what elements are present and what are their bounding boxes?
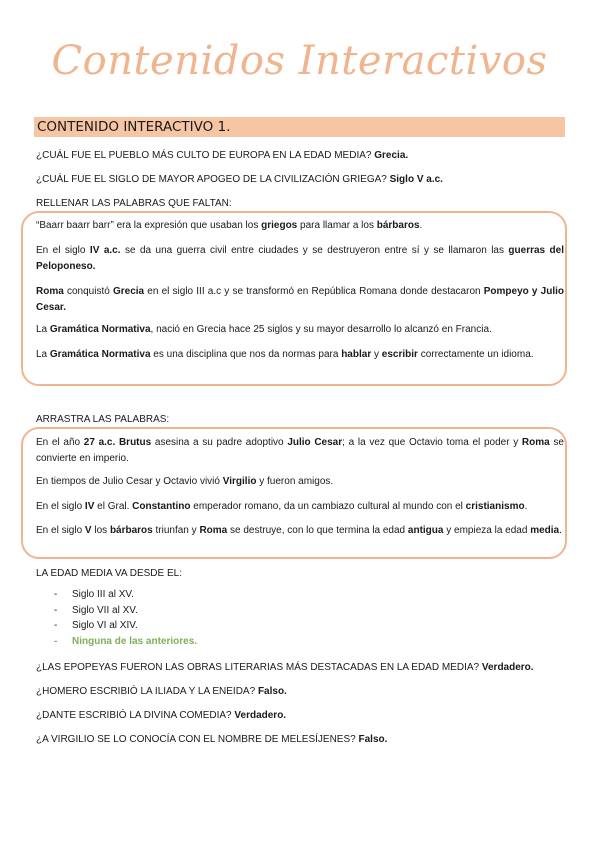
- option-2: - Siglo VII al XV.: [52, 603, 197, 619]
- drag-paragraph-2: En tiempos de Julio Cesar y Octavio vivió Virgilio y fueron amigos.: [36, 476, 334, 487]
- question-5: ¿DANTE ESCRIBIÓ LA DIVINA COMEDIA? Verdadero.: [36, 710, 287, 721]
- question-3: ¿LAS EPOPEYAS FUERON LAS OBRAS LITERARIAS MÁS DESTACADAS EN LA EDAD MEDIA? Verdadero.: [36, 662, 534, 673]
- page-title: Contenidos Interactivos: [51, 38, 548, 84]
- question-1: ¿CUÁL FUE EL PUEBLO MÁS CULTO DE EUROPA EN LA EDAD MEDIA? Grecia.: [36, 150, 409, 161]
- fill-paragraph-1: “Baarr baarr barr” era la expresión que usaban los griegos para llamar a los bárbaros.: [36, 220, 423, 231]
- question-4: ¿HOMERO ESCRIBIÓ LA ILIADA Y LA ENEIDA? Falso.: [36, 686, 287, 697]
- edad-media-heading: LA EDAD MEDIA VA DESDE EL:: [36, 568, 182, 579]
- answer-2: Siglo V a.c.: [389, 174, 443, 185]
- drag-paragraph-1: En el año 27 a.c. Brutus asesina a su padre adoptivo Julio Cesar; a la vez que Octavio toma el poder y Roma se convierte en imperio.: [36, 437, 564, 464]
- drag-paragraph-3: En el siglo IV el Gral. Constantino emperador romano, da un cambiazo cultural al mundo con el cristianismo.: [36, 501, 528, 512]
- answer-5: Verdadero.: [234, 710, 287, 721]
- fill-paragraph-4: La Gramática Normativa, nació en Grecia hace 25 siglos y su mayor desarrollo lo alcanzó en Francia.: [36, 324, 492, 335]
- edad-media-options: [52, 587, 197, 649]
- option-4-correct: - Ninguna de las anteriores.: [52, 634, 197, 650]
- answer-1: Grecia.: [374, 150, 409, 161]
- option-1: - Siglo III al XV.: [52, 587, 197, 603]
- section-heading: CONTENIDO INTERACTIVO 1.: [37, 119, 231, 135]
- fill-heading: RELLENAR LAS PALABRAS QUE FALTAN:: [36, 198, 232, 209]
- section-heading-bar: [34, 117, 565, 137]
- fill-paragraph-3: Roma conquistó Grecia en el siglo III a.c y se transformó en República Romana donde destacaron Pompeyo y Julio Cesar.: [36, 286, 565, 313]
- drag-heading: ARRASTRA LAS PALABRAS:: [36, 414, 170, 425]
- question-2: ¿CUÁL FUE EL SIGLO DE MAYOR APOGEO DE LA CIVILIZACIÓN GRIEGA? Siglo V a.c.: [36, 174, 443, 185]
- answer-4: Falso.: [257, 686, 287, 697]
- answer-3: Verdadero.: [481, 662, 534, 673]
- fill-paragraph-5: La Gramática Normativa es una disciplina que nos da normas para hablar y escribir correctamente un idioma.: [36, 349, 534, 360]
- option-3: - Siglo VI al XIV.: [52, 618, 197, 634]
- drag-paragraph-4: En el siglo V los bárbaros triunfan y Roma se destruye, con lo que termina la edad antigua y empieza la edad media.: [36, 525, 562, 536]
- question-6: ¿A VIRGILIO SE LO CONOCÍA CON EL NOMBRE DE MELESÍJENES? Falso.: [36, 734, 388, 745]
- answer-6: Falso.: [358, 734, 388, 745]
- fill-paragraph-2: En el siglo IV a.c. se da una guerra civil entre ciudades y se destruyeron entre sí y se llamaron las guerras del Peloponeso.: [36, 245, 564, 272]
